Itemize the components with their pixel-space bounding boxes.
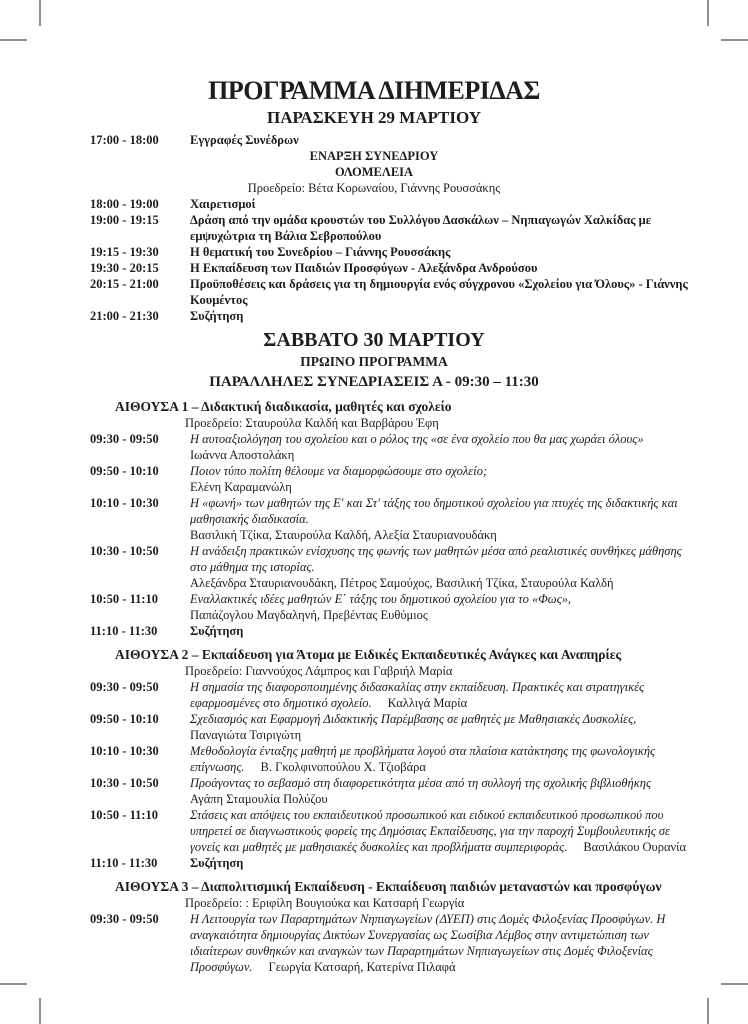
talk-title: Η αυτοαξιολόγηση του σχολείου και ο ρόλος της «σε ένα σχολείο που θα μας χωράει όλους» — [190, 432, 644, 446]
time-slot: 11:10 - 11:30 — [90, 624, 158, 638]
time-slot: 20:15 - 21:00 — [90, 277, 159, 291]
schedule-row — [0, 855, 748, 871]
schedule-row — [0, 711, 748, 743]
talk-title: Μεθοδολογία ένταξης μαθητή με προβλήματα λογού στα πλαίσια κατάκτησης της φωνολογικής επίγνωσης. — [190, 744, 656, 774]
time-slot: 17:00 - 18:00 — [90, 133, 159, 147]
time-slot: 10:50 - 11:10 — [90, 808, 159, 822]
talk-title: Η Λειτουργία των Παραρτημάτων Νηπιαγωγείων (ΔΥΕΠ) στις Δομές Φιλοξενίας Προσφύγων. Η αναγκαιότητα δημιουργίας Δικτύων Συνεργασίας ως Σωσίβια Λέμβος στην αντιμετώπιση των ιδιαίτερων συνθηκών και αναγκών των Παραρτημάτων Νηπιαγωγείων στις Δομές Φιλοξενίας Προσφύγων. — [190, 912, 666, 974]
speaker-names: Γεωργία Κατσαρή, Κατερίνα Πιλαφά — [268, 960, 456, 974]
time-slot: 10:10 - 10:30 — [90, 496, 159, 510]
plenary-heading: ΕΝΑΡΞΗ ΣΥΝΕΔΡΙΟΥ — [309, 149, 439, 163]
discussion-label: Συζήτηση — [190, 624, 244, 638]
time-slot: 09:50 - 10:10 — [90, 712, 159, 726]
crop-mark-icon — [0, 39, 27, 41]
talk-title: Σχεδιασμός και Εφαρμογή Διδακτικής Παρέμβασης σε μαθητές με Μαθησιακές Δυσκολίες, — [190, 712, 637, 726]
time-slot: 11:10 - 11:30 — [90, 856, 158, 870]
plenary-subheading: ΟΛΟΜΕΛΕΙΑ — [334, 165, 414, 179]
schedule-row — [0, 807, 748, 855]
time-slot: 10:30 - 10:50 — [90, 544, 159, 558]
time-slot: 19:30 - 20:15 — [90, 261, 159, 275]
schedule-row — [0, 775, 748, 807]
room-title: ΑΙΘΟΥΣΑ 1 – Διδακτική διαδικασία, μαθητές και σχολείο — [115, 399, 452, 414]
talk-title: Η σημασία της διαφοροποιημένης διδασκαλίας στην εκπαίδευση. Πρακτικές και στρατηγικές εφαρμοσμένες στο δημοτικό σχολείο. — [190, 680, 645, 710]
time-slot: 19:00 - 19:15 — [90, 213, 159, 227]
schedule-row — [0, 679, 748, 711]
schedule-row — [0, 463, 748, 495]
room-chairs: Προεδρείο: Σταυρούλα Καλδή και Βαρβάρου Έφη — [185, 416, 439, 430]
room-chairs: Προεδρείο: : Εριφίλη Βουγιούκα και Κατσαρή Γεωργία — [185, 896, 465, 910]
schedule-row — [0, 196, 748, 212]
schedule-row — [0, 132, 748, 148]
time-slot: 10:30 - 10:50 — [90, 776, 159, 790]
speaker-names: Ιωάννα Αποστολάκη — [190, 448, 295, 462]
event-title: Η θεματική του Συνεδρίου – Γιάννης Ρουσσάκης — [190, 245, 451, 259]
talk-title: Η ανάδειξη πρακτικών ενίσχυσης της φωνής των μαθητών μέσα από ρεαλιστικές συνθήκες μάθησης στο μάθημα της ιστορίας. — [190, 544, 682, 574]
speaker-names: Βασιλάκου Ουρανία — [583, 840, 687, 854]
schedule-row — [0, 591, 748, 623]
talk-title: Ποιον τύπο πολίτη θέλουμε να διαμορφώσουμε στο σχολείο; — [190, 464, 488, 478]
time-slot: 09:30 - 09:50 — [90, 432, 159, 446]
talk-title: Προάγοντας το σεβασμό στη διαφορετικότητα μέσα από τη συλλογή της σχολικής βιβλιοθήκης — [190, 776, 652, 790]
time-slot: 10:50 - 11:10 — [90, 592, 159, 606]
page-title: ΠΡΟΓΡΑΜΜΑ ΔΙΗΜΕΡΙΔΑΣ — [208, 76, 540, 105]
schedule-row — [0, 244, 748, 260]
time-slot: 10:10 - 10:30 — [90, 744, 159, 758]
crop-mark-icon — [39, 0, 41, 26]
time-slot: 09:30 - 09:50 — [90, 912, 159, 926]
speaker-names: Β. Γκολφινοπούλου Χ. Τζιοβάρα — [260, 760, 426, 774]
event-title: Δράση από την ομάδα κρουστών του Συλλόγου Δασκάλων – Νηπιαγωγών Χαλκίδας με εμψυχώτρια τη Βάλια Σεβροπούλου — [190, 213, 652, 243]
time-slot: 09:30 - 09:50 — [90, 680, 159, 694]
event-title: Χαιρετισμοί — [190, 197, 256, 211]
schedule-row — [0, 260, 748, 276]
event-title: Η Εκπαίδευση των Παιδιών Προσφύγων - Αλεξάνδρα Ανδρούσου — [190, 261, 538, 275]
event-title: Προϋποθέσεις και δράσεις για τη δημιουργία ενός σύγχρονου «Σχολείου για Όλους» - Γιάννης Κουμέντος — [190, 277, 688, 307]
room-title: ΑΙΘΟΥΣΑ 3 – Διαπολιτισμική Εκπαίδευση - Εκπαίδευση παιδιών μεταναστών και προσφύγων — [115, 879, 662, 894]
schedule-row — [0, 911, 748, 975]
schedule-row — [0, 543, 748, 591]
day1-heading: ΠΑΡΑΣΚΕΥΗ 29 ΜΑΡΤΙΟΥ — [266, 108, 482, 127]
day2-subheading: ΠΡΩΙΝΟ ΠΡΟΓΡΑΜΜΑ — [300, 354, 448, 369]
schedule-row — [0, 743, 748, 775]
room-title: ΑΙΘΟΥΣΑ 2 – Εκπαίδευση για Άτομα με Ειδικές Εκπαιδευτικές Ανάγκες και Αναπηρίες — [115, 647, 622, 662]
schedule-row — [0, 308, 748, 324]
room-1-section — [0, 398, 748, 639]
event-title: Εγγραφές Συνέδρων — [190, 133, 299, 147]
talk-title: Στάσεις και απόψεις του εκπαιδευτικού προσωπικού και ειδικού εκπαιδευτικού προσωπικού που υπηρετεί σε διαγνωστικούς φορείς της Δημόσιας Εκπαίδευσης, για την παροχή Συμβουλευτικής σε γονείς και μαθητές με μαθησιακές δυσκολίες και προβλήματα συμπεριφοράς. — [190, 808, 670, 854]
parallel-sessions-heading: ΠΑΡΑΛΛΗΛΕΣ ΣΥΝΕΔΡΙΑΣΕΙΣ Α - 09:30 – 11:30 — [209, 374, 539, 390]
plenary-block — [0, 148, 748, 196]
talk-title: Η «φωνή» των μαθητών της Ε' και Στ' τάξης του δημοτικού σχολείου για πτυχές της διδακτικής και μαθησιακής διαδικασία. — [190, 496, 678, 526]
talk-title: Εναλλακτικές ιδέες μαθητών Ε΄ τάξης του δημοτικού σχολείου για το «Φως», — [190, 592, 572, 606]
time-slot: 18:00 - 19:00 — [90, 197, 159, 211]
crop-mark-icon — [0, 983, 27, 985]
crop-mark-icon — [721, 983, 748, 985]
plenary-chairs: Προεδρείο: Βέτα Κορωναίου, Γιάννης Ρουσσάκης — [247, 181, 501, 195]
schedule-row — [0, 212, 748, 244]
room-3-section — [0, 878, 748, 975]
speaker-names: Παναγιώτα Τσιριγώτη — [190, 728, 302, 742]
time-slot: 19:15 - 19:30 — [90, 245, 159, 259]
crop-mark-icon — [707, 998, 709, 1024]
crop-mark-icon — [721, 39, 748, 41]
speaker-names: Αγάπη Σταμουλία Πολύζου — [190, 792, 328, 806]
crop-mark-icon — [707, 0, 709, 26]
discussion-label: Συζήτηση — [190, 856, 244, 870]
speaker-names: Καλλιγά Μαρία — [387, 696, 468, 710]
crop-mark-icon — [39, 998, 41, 1024]
schedule-row — [0, 276, 748, 308]
speaker-names: Παπάζογλου Μαγδαληνή, Πρεβέντας Ευθύμιος — [190, 608, 428, 622]
event-title: Συζήτηση — [190, 309, 244, 323]
schedule-row — [0, 495, 748, 543]
room-2-section — [0, 646, 748, 871]
time-slot: 21:00 - 21:30 — [90, 309, 159, 323]
day2-heading: ΣΑΒΒΑΤΟ 30 ΜΑΡΤΙΟΥ — [263, 329, 485, 351]
speaker-names: Αλεξάνδρα Σταυριανουδάκη, Πέτρος Σαμούχος, Βασιλική Τζίκα, Σταυρούλα Καλδή — [190, 576, 614, 590]
schedule-row — [0, 431, 748, 463]
time-slot: 09:50 - 10:10 — [90, 464, 159, 478]
speaker-names: Ελένη Καραμανώλη — [190, 480, 292, 494]
schedule-row — [0, 623, 748, 639]
room-chairs: Προεδρείο: Γιαννούχος Λάμπρος και Γαβριήλ Μαρία — [185, 664, 453, 678]
speaker-names: Βασιλική Τζίκα, Σταυρούλα Καλδή, Αλεξία Σταυριανουδάκη — [190, 528, 497, 542]
